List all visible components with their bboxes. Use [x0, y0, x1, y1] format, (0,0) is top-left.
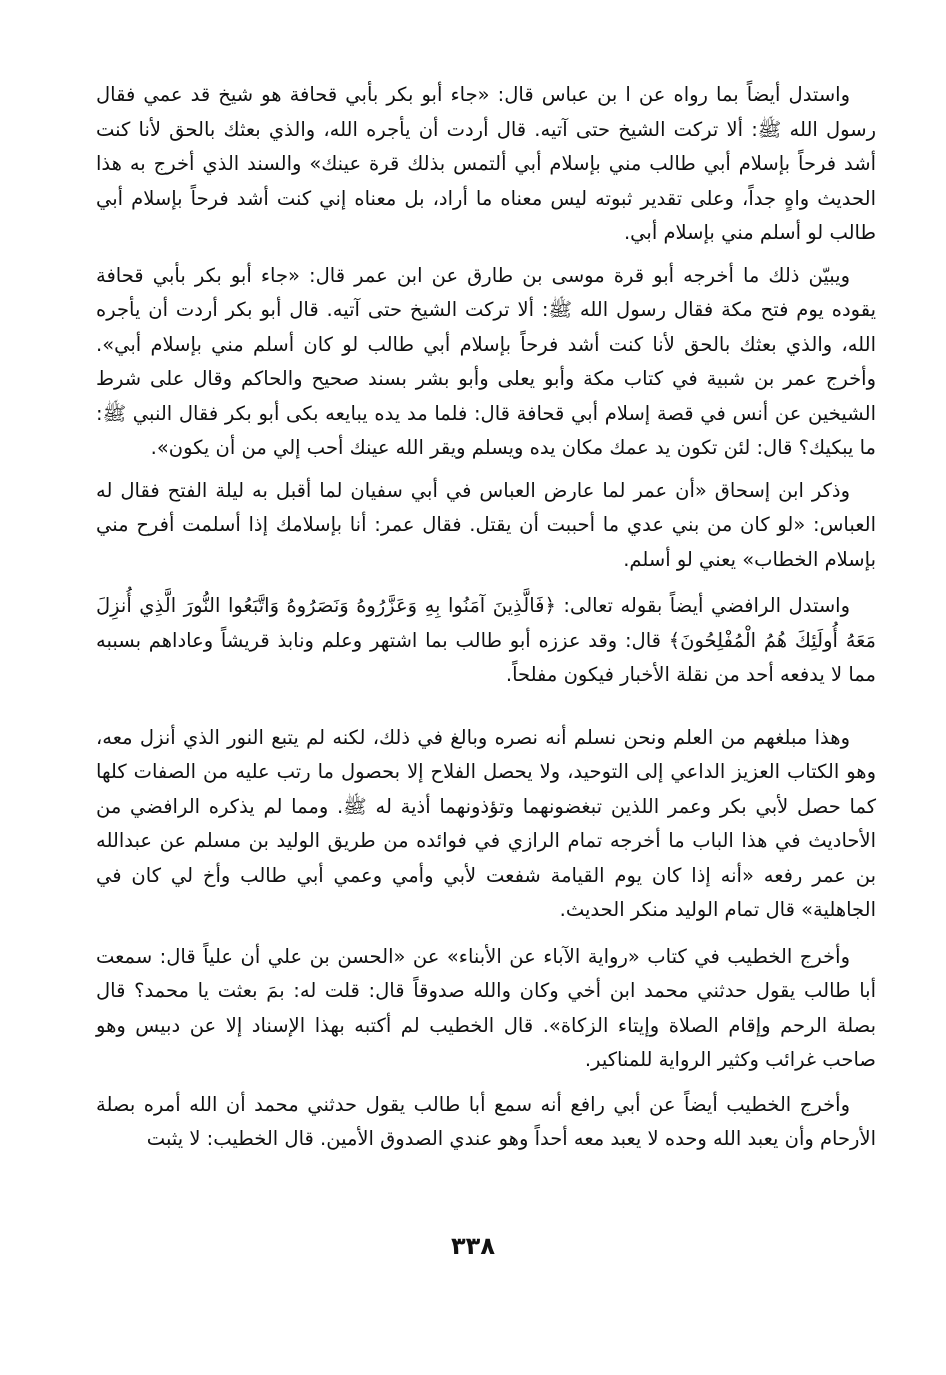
page-body [96, 78, 876, 1169]
paragraph-2: ويبيّن ذلك ما أخرجه أبو قرة موسى بن طارق عن ابن عمر قال: «جاء أبو بكر بأبي قحافة يقوده يوم فتح مكة فقال رسول الله ﷺ: ألا تركت الشيخ حتى آتيه. قال أبو بكر أردت أن يأجره الله، والذي بعثك بالحق لأنا كنت أشد فرحاً بإسلام أبي طالب لو كان أسلم مني بإسلام أبي». وأخرج عمر بن شبية في كتاب مكة وأبو يعلى وأبو بشر بسند صحيح والحاكم وقال على شرط الشيخين عن أنس في قصة إسلام أبي قحافة قال: فلما مد يده يبايعه بكى أبو بكر فقال النبي ﷺ: ما يبكيك؟ قال: لئن تكون يد عمك مكان يده ويسلم ويقر الله عينك أحب إلي من أن يكون». [96, 263, 876, 459]
paragraph-1: واستدل أيضاً بما رواه عن ا بن عباس قال: «جاء أبو بكر بأبي قحافة هو شيخ قد عمي فقال رسول الله ﷺ: ألا تركت الشيخ حتى آتيه. قال أردت أن يأجره الله، والذي بعثك بالحق لأنا كنت أشد فرحاً بإسلام أبي طالب مني بإسلام أبي ألتمس بذلك قرة عينك» والسند الذي أخرج به هذا الحديث واهٍ جداً، وعلى تقدير ثبوته ليس معناه ما أراد، بل معناه إني كنت أشد فرحاً بإسلام أبي طالب لو أسلم مني بإسلام أبي. [96, 83, 876, 244]
paragraph-6: وأخرج الخطيب في كتاب «رواية الآباء عن الأبناء» عن «الحسن بن علي أن علياً قال: سمعت أبا طالب يقول حدثني محمد ابن أخي وكان والله صدوقاً قال: قلت له: بمَ بعثت يا محمد؟ قال بصلة الرحم وإقام الصلاة وإيتاء الزكاة». قال الخطيب لم أكتبه بهذا الإسناد إلا عن دبيس وهو صاحب غرائب وكثير الرواية للمناكير. [96, 944, 876, 1071]
paragraph-4: واستدل الرافضي أيضاً بقوله تعالى: ﴿فَالَّذِينَ آمَنُوا بِهِ وَعَزَّرُوهُ وَنَصَرُوهُ وَاتَّبَعُوا النُّورَ الَّذِي أُنزِلَ مَعَهُ أُولَئِكَ هُمُ الْمُفْلِحُونَ﴾ قال: وقد عززه أبو طالب بما اشتهر وعلم ونابذ قريشاً وعاداهم بسببه مما لا يدفعه أحد من نقلة الأخبار فيكون مفلحاً. [96, 594, 876, 686]
paragraph-3: وذكر ابن إسحاق «أن عمر لما عارض العباس في أبي سفيان لما أقبل به ليلة الفتح فقال له العباس: «لو كان من بني عدي ما أحببت أن يقتل. فقال عمر: أنا بإسلامك إذا أسلمت أفرح مني بإسلام الخطاب» يعني لو أسلم. [96, 478, 876, 571]
paragraph-7: وأخرج الخطيب أيضاً عن أبي رافع أنه سمع أبا طالب يقول حدثني محمد أن الله أمره بصلة الأرحام وأن يعبد الله وحده لا يعبد معه أحداً وهو عندي الصدوق الأمين. قال الخطيب: لا يثبت [96, 1092, 876, 1150]
page-number: ٣٣٨ [451, 1232, 495, 1260]
paragraph-5: وهذا مبلغهم من العلم ونحن نسلم أنه نصره وبالغ في ذلك، لكنه لم يتبع النور الذي أنزل معه، وهو الكتاب العزيز الداعي إلى التوحيد، ولا يحصل الفلاح إلا بحصول ما رتب عليه من الصفات كلها كما حصل لأبي بكر وعمر اللذين تبغضونهما وتؤذونهما أذية له ﷺ. ومما لم يذكره الرافضي من الأحاديث في هذا الباب ما أخرجه تمام الرازي في فوائده من طريق الوليد بن مسلم عن عبدالله بن عمر رفعه «أنه إذا كان يوم القيامة شفعت لأبي وأمي وعمي أبي طالب وأخ لي كان في الجاهلية» قال تمام الوليد منكر الحديث. [96, 725, 876, 921]
